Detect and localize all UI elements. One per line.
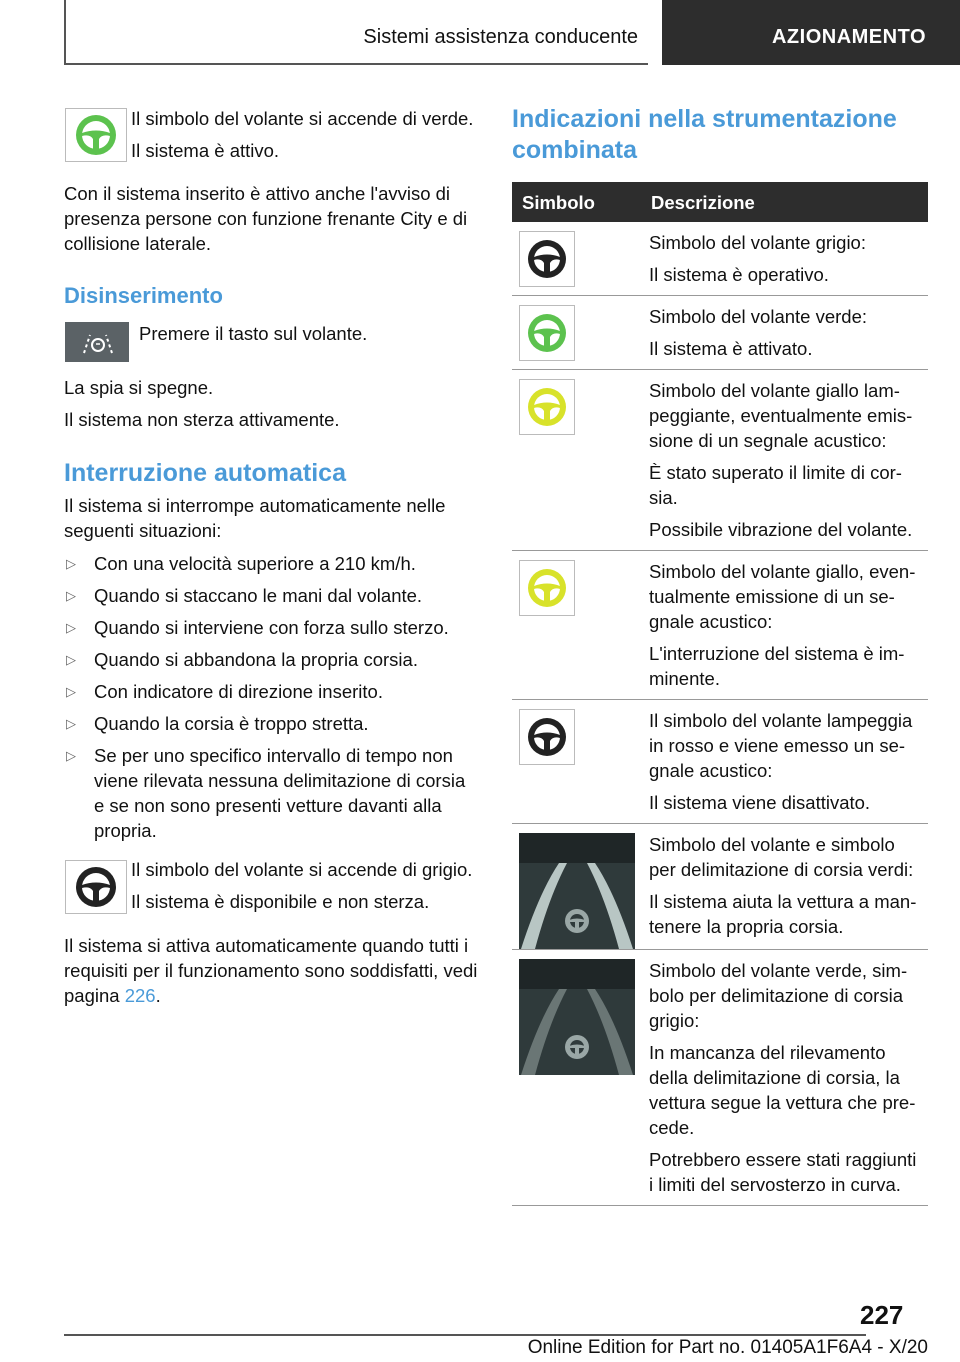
- lane-display-green-icon: [519, 833, 635, 949]
- header-rule: [64, 0, 66, 64]
- disinserimento-line-2: Il sistema non sterza attivamente.: [64, 409, 340, 430]
- table-row: Simbolo del volante grigio: Il sistema è operativo.: [512, 222, 928, 296]
- closing-paragraph: Il sistema si attiva automaticamente quando tutti i requisiti per il funzionamento sono soddisfatti, vedi pagina 226.: [64, 935, 478, 1006]
- header-chapter-tab: [662, 0, 960, 65]
- triangle-bullet-icon: ▷: [66, 620, 76, 635]
- table-row: Simbolo del volante giallo lampeggiante, eventualmente emissione di un segnale acustico: È stato superato il limite di corsia. Possibile vibrazione del volante.: [512, 370, 928, 551]
- table-row: Il simbolo del volante lampeggia in rosso e viene emesso un segnale acustico: Il sistema viene disattivato.: [512, 700, 928, 824]
- grey-note-line-2: Il sistema è disponibile e non sterza.: [131, 891, 430, 912]
- disinserimento-button-text: Premere il tasto sul volante.: [139, 323, 368, 344]
- triangle-bullet-icon: ▷: [66, 716, 76, 731]
- page-link[interactable]: 226: [124, 985, 156, 1006]
- triangle-bullet-icon: ▷: [66, 588, 76, 603]
- heading-indicazioni: Indicazioni nella strumentazione combinata: [512, 105, 897, 164]
- triangle-bullet-icon: ▷: [66, 556, 76, 571]
- steering-wheel-red-flashing-icon: [519, 709, 575, 765]
- lane-assist-button-icon: [65, 322, 129, 362]
- header-chapter-label: AZIONAMENTO: [771, 26, 926, 48]
- steering-wheel-green-icon: [65, 108, 127, 162]
- interruzione-intro: Il sistema si interrompe automaticamente nelle seguenti situazioni:: [64, 495, 446, 541]
- triangle-bullet-icon: ▷: [66, 652, 76, 667]
- symbol-table: [512, 182, 928, 1206]
- green-note-line-2: Il sistema è attivo.: [131, 140, 280, 161]
- steering-wheel-yellow-icon: [519, 560, 575, 616]
- steering-wheel-green-icon: [519, 305, 575, 361]
- green-note-line-1: Il simbolo del volante si accende di verde.: [131, 108, 474, 129]
- steering-wheel-grey-icon: [519, 231, 575, 287]
- triangle-bullet-icon: ▷: [66, 748, 76, 763]
- table-row: Simbolo del volante verde: Il sistema è attivato.: [512, 296, 928, 370]
- intro-paragraph: Con il sistema inserito è attivo anche l'avviso di presenza persone con funzione frenante City e di collisione laterale.: [64, 183, 468, 254]
- header-line: [64, 63, 648, 65]
- footer-edition: Online Edition for Part no. 01405A1F6A4 - X/20: [527, 1337, 928, 1358]
- col-header-symbol: Simbolo: [512, 182, 641, 222]
- heading-interruzione: Interruzione automatica: [64, 459, 346, 487]
- header-section-title: Sistemi assistenza conducente: [363, 26, 638, 48]
- table-row: Simbolo del volante e simbolo per delimitazione di corsia verdi: Il sistema aiuta la vettura a mantenere la propria corsia.: [512, 824, 928, 950]
- grey-note-line-1: Il simbolo del volante si accende di grigio.: [131, 859, 473, 880]
- col-header-description: Descrizione: [641, 182, 928, 222]
- table-row: Simbolo del volante verde, simbolo per delimitazione di corsia grigio: In mancanza del rilevamento della delimitazione di corsia, la vettura segue la vettura che precede. Potrebbero essere stati raggiunti i limiti del servosterzo in curva.: [512, 950, 928, 1206]
- steering-wheel-yellow-flashing-icon: [519, 379, 575, 435]
- footer-line: [64, 1334, 866, 1336]
- triangle-bullet-icon: ▷: [66, 684, 76, 699]
- table-row: Simbolo del volante giallo, eventualmente emissione di un segnale acustico: L'interruzione del sistema è imminente.: [512, 551, 928, 700]
- lane-display-grey-icon: [519, 959, 635, 1075]
- steering-wheel-grey-icon: [65, 860, 127, 914]
- heading-disinserimento: Disinserimento: [64, 283, 223, 308]
- page-number: 227: [860, 1300, 904, 1330]
- disinserimento-line-1: La spia si spegne.: [64, 377, 214, 398]
